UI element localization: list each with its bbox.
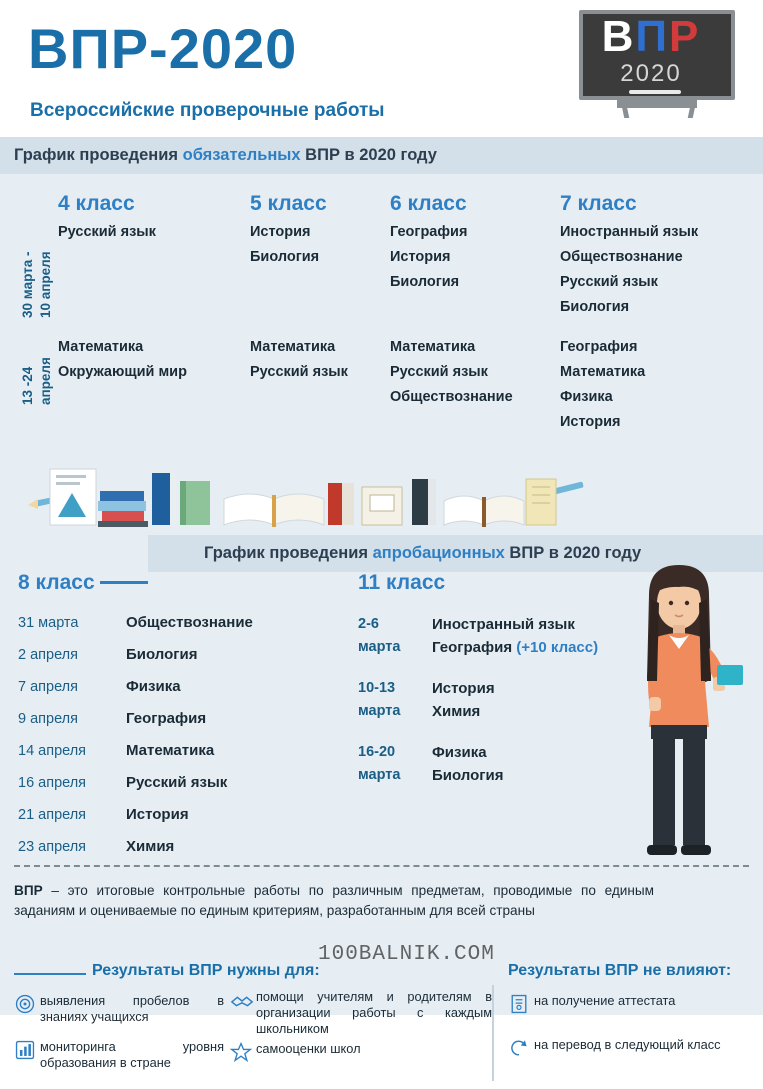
subject-item: Математика <box>58 339 144 355</box>
grade8-subject: Математика <box>126 742 215 759</box>
subject-item: История <box>250 224 311 240</box>
grade11-date-line1: 10-13 <box>358 680 396 696</box>
mandatory-section-title <box>0 137 763 174</box>
chart-icon <box>14 1039 40 1065</box>
grade8-underline <box>100 581 148 584</box>
grade8-subject: Обществознание <box>126 614 253 631</box>
row1-grade5-subjects <box>250 218 390 333</box>
subject-item: История <box>390 249 451 265</box>
grade11-subjects <box>432 677 495 723</box>
footer-item-text: на перевод в следующий класс <box>534 1037 721 1052</box>
student-girl-illustration <box>605 559 755 889</box>
logo-year: 2020 <box>620 60 682 87</box>
grade8-subject: Химия <box>126 838 175 855</box>
subject-item: Русский язык <box>390 364 488 380</box>
page-title: ВПР-2020 <box>28 17 298 80</box>
description-block <box>0 865 763 971</box>
approbation-title-after: ВПР в 2020 году <box>504 544 642 562</box>
grade11-subject-2-text: География <box>432 639 517 656</box>
subject-item: Иностранный язык <box>560 224 699 240</box>
subject-item: Обществознание <box>390 389 513 405</box>
target-icon <box>14 993 40 1019</box>
row1-grade7-subjects <box>560 218 760 333</box>
footer-item-selfcheck <box>230 1041 492 1067</box>
grade8-date: 9 апреля <box>18 711 78 727</box>
subject-item: Биология <box>390 274 460 290</box>
board-stand <box>617 100 697 108</box>
footer-divider <box>492 985 494 1081</box>
footer-item-text: выявления пробелов в знаниях учащихся <box>40 993 224 1024</box>
period-1-line1: 30 марта - <box>20 251 35 318</box>
period-1-label-wrap <box>0 218 58 333</box>
footer-item-text: помощи учителям и родителям в организации работы с каждым школьником <box>256 989 492 1036</box>
subject-item: Математика <box>560 364 646 380</box>
grade11-subject-2: Биология <box>432 767 504 784</box>
subject-item: История <box>560 414 621 430</box>
grade11-subject-2 <box>432 636 598 659</box>
logo-letters <box>573 14 729 60</box>
row2-grade5-subjects <box>250 333 390 439</box>
list-item <box>358 613 598 659</box>
grade11-date <box>358 613 432 659</box>
page-header <box>0 0 763 137</box>
grade11-date-line2: марта <box>358 703 401 719</box>
subject-item: География <box>560 339 638 355</box>
approbation-title-accent: апробационных <box>372 544 505 562</box>
mandatory-schedule-table <box>0 174 763 439</box>
row2-grade4-subjects <box>58 333 250 439</box>
mandatory-title-after: ВПР в 2020 году <box>300 146 437 164</box>
grade8-schedule-list <box>18 607 253 863</box>
period-2-line1: 13 -24 <box>20 366 35 405</box>
footer-item-text: на получение аттестата <box>534 993 676 1008</box>
grade8-date: 16 апреля <box>18 775 87 791</box>
grade11-date-line1: 2-6 <box>358 616 379 632</box>
grade11-date-line2: марта <box>358 639 401 655</box>
row1-grade4-subjects <box>58 218 250 333</box>
grade11-date-line2: марта <box>358 767 401 783</box>
footer-item-gaps <box>14 993 224 1025</box>
subject-item: Обществознание <box>560 249 683 265</box>
handshake-icon <box>230 989 256 1015</box>
list-item <box>358 677 598 723</box>
list-item <box>18 671 253 703</box>
grade8-subject: Физика <box>126 678 181 695</box>
books-svg <box>28 439 588 535</box>
logo-letter-v: В <box>601 12 636 61</box>
period-2-line2: апреля <box>38 357 53 405</box>
grade11-subject: История <box>432 680 495 697</box>
footer-left-rule <box>14 973 86 975</box>
vpr-blackboard-logo <box>573 10 741 110</box>
grade8-date: 14 апреля <box>18 743 87 759</box>
list-item <box>18 831 253 863</box>
footer-section <box>0 962 763 1089</box>
footer-item-help <box>230 989 492 1037</box>
description-lead: ВПР <box>14 883 43 898</box>
description-text: – это итоговые контрольные работы по различным предметам, проводимые по единым заданиям и оцениваемые по единым критериям, разработанным для всей страны <box>14 883 654 918</box>
footer-left-title: Результаты ВПР нужны для: <box>92 962 320 979</box>
list-item <box>18 767 253 799</box>
footer-item-monitoring <box>14 1039 224 1071</box>
subject-item: Математика <box>390 339 476 355</box>
subject-item: География <box>390 224 468 240</box>
footer-item-text: мониторинга уровня образования в стране <box>40 1039 224 1070</box>
watermark: 100BALNIK.COM <box>318 943 495 966</box>
grade11-schedule-list <box>358 613 598 805</box>
grade-header-4: 4 класс <box>58 192 135 215</box>
logo-letter-p: П <box>635 12 670 61</box>
row2-grade6-subjects <box>390 333 560 439</box>
footer-right-title: Результаты ВПР не влияют: <box>508 962 732 979</box>
grade11-date-line1: 16-20 <box>358 744 396 760</box>
grade8-subject: Биология <box>126 646 198 663</box>
subject-item: Математика <box>250 339 336 355</box>
list-item <box>18 639 253 671</box>
grade11-subjects <box>432 613 598 659</box>
grade8-date: 21 апреля <box>18 807 87 823</box>
grade11-subject-2-note: (+10 класс) <box>516 639 599 656</box>
grade8-subject: Русский язык <box>126 774 228 791</box>
description-paragraph <box>14 881 654 921</box>
grade8-date: 31 марта <box>18 615 79 631</box>
subject-item: Русский язык <box>250 364 348 380</box>
grade11-subject: Иностранный язык <box>432 616 575 633</box>
chalk-icon <box>629 90 681 94</box>
subject-item: Русский язык <box>560 274 658 290</box>
dashed-divider <box>14 865 749 867</box>
period-2-label-wrap <box>0 333 58 439</box>
grade11-subjects <box>432 741 504 787</box>
subject-item: Физика <box>560 389 613 405</box>
grade8-date: 23 апреля <box>18 839 87 855</box>
footer-item-text: самооценки школ <box>256 1041 361 1056</box>
subject-item: Русский язык <box>58 224 156 240</box>
grade11-date <box>358 677 432 723</box>
grade-header-7: 7 класс <box>560 192 637 215</box>
books-illustration <box>0 439 763 535</box>
grade8-subject: История <box>126 806 189 823</box>
grade8-title: 8 класс <box>18 571 95 594</box>
page-subtitle: Всероссийские проверочные работы <box>30 100 385 121</box>
approbation-section <box>0 535 763 865</box>
infographic-body <box>0 137 763 1070</box>
board-leg-right <box>688 106 696 118</box>
certificate-icon <box>508 993 534 1019</box>
list-item <box>18 735 253 767</box>
list-item <box>358 741 598 787</box>
grade8-subject: География <box>126 710 207 727</box>
grade-header-5: 5 класс <box>250 192 327 215</box>
grade11-title: 11 класс <box>358 571 446 594</box>
mandatory-title-accent: обязательных <box>182 146 301 164</box>
grade11-date <box>358 741 432 787</box>
row2-grade7-subjects <box>560 333 760 439</box>
grade8-date: 2 апреля <box>18 647 78 663</box>
mandatory-row-1 <box>0 218 763 333</box>
period-1-line2: 10 апреля <box>38 251 53 318</box>
mandatory-title-before: График проведения <box>14 146 183 164</box>
subject-item: Окружающий мир <box>58 364 187 380</box>
logo-letter-r: Р <box>669 12 701 61</box>
list-item <box>18 799 253 831</box>
footer-item-transfer <box>508 1037 748 1063</box>
refresh-icon <box>508 1037 534 1063</box>
mandatory-grade-headers <box>0 182 763 218</box>
period-spacer <box>0 192 58 216</box>
footer-item-certificate <box>508 993 748 1019</box>
list-item <box>18 703 253 735</box>
mandatory-row-2 <box>0 333 763 439</box>
grade-header-6: 6 класс <box>390 192 467 215</box>
list-item <box>18 607 253 639</box>
subject-item: Биология <box>560 299 630 315</box>
approbation-title-before: График проведения <box>204 544 373 562</box>
grade11-subject: Физика <box>432 744 487 761</box>
grade8-date: 7 апреля <box>18 679 78 695</box>
subject-item: Биология <box>250 249 320 265</box>
row1-grade6-subjects <box>390 218 560 333</box>
star-icon <box>230 1041 256 1067</box>
grade11-subject-2: Химия <box>432 703 481 720</box>
